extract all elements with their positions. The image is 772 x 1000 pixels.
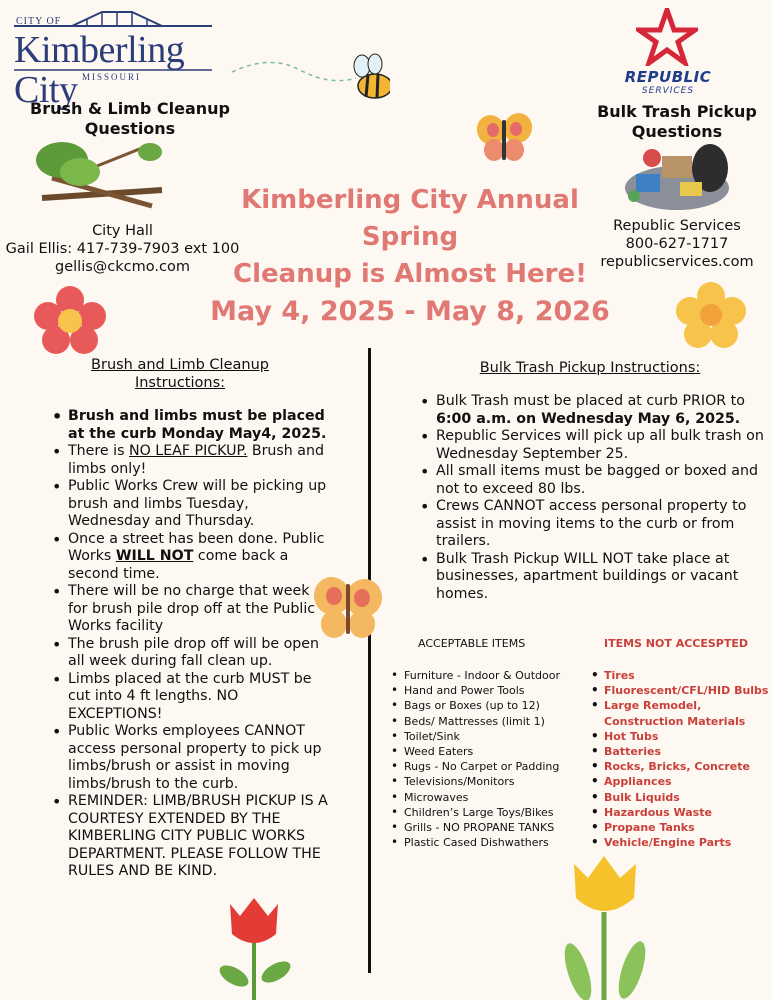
- yellow-tulip-icon: [560, 852, 650, 1000]
- list-item: • The brush pile drop off will be open all week during fall clean up.: [50, 636, 332, 671]
- list-item: • Rocks, Bricks, Concrete: [590, 759, 770, 774]
- list-item: • All small items must be bagged or boxed and not to exceed 80 lbs.: [418, 463, 770, 498]
- brush-instructions-list: [50, 408, 332, 881]
- red-tulip-icon: [214, 892, 294, 1000]
- list-item: • REMINDER: LIMB/BRUSH PICKUP IS A COURTESY EXTENDED BY THE KIMBERLING CITY PUBLIC WORKS DEPARTMENT. PLEASE FOLLOW THE RULES AND BE KIND.: [50, 793, 332, 881]
- list-item: • Vehicle/Engine Parts: [590, 835, 770, 850]
- republic-name: REPUBLIC: [624, 68, 712, 86]
- brush-instructions-heading: Brush and Limb Cleanup Instructions:: [91, 357, 269, 391]
- trash-pile-icon: [622, 138, 732, 210]
- kimberling-city-logo: [12, 8, 217, 111]
- acceptable-items-heading: ACCEPTABLE ITEMS: [418, 637, 526, 650]
- list-item: • Bulk Trash Pickup WILL NOT take place at businesses, apartment buildings or vacant homes.: [418, 551, 770, 604]
- list-item: • Hot Tubs: [590, 729, 770, 744]
- republic-services-logo: [608, 8, 728, 94]
- list-item: • Bulk Liquids: [590, 790, 770, 805]
- yellow-flower-icon: [676, 282, 746, 348]
- column-divider: [368, 348, 371, 973]
- list-item: • Propane Tanks: [590, 820, 770, 835]
- bulk-instructions-heading: Bulk Trash Pickup Instructions:: [479, 360, 701, 376]
- cityhall-contact: [0, 222, 245, 276]
- main-title: [190, 182, 630, 330]
- list-item: • Microwaves: [390, 790, 578, 805]
- list-item: • Republic Services will pick up all bulk trash on Wednesday September 25.: [418, 428, 770, 463]
- list-item: • Public Works Crew will be picking up brush and limbs Tuesday, Wednesday and Thursday.: [50, 478, 332, 531]
- list-item: • Once a street has been done. Public Works WILL NOT come back a second time.: [50, 531, 332, 584]
- butterfly-icon: [310, 574, 386, 644]
- main-title-dates: May 4, 2025 - May 8, 2026: [210, 296, 610, 327]
- republic-sub: SERVICES: [641, 86, 695, 96]
- list-item: • Bulk Trash must be placed at curb PRIOR to 6:00 a.m. on Wednesday May 6, 2025.: [418, 393, 770, 428]
- acceptable-items-list: [390, 668, 578, 850]
- branch-icon: [32, 138, 172, 216]
- list-item: • Brush and limbs must be placed at the curb Monday May4, 2025.: [50, 408, 332, 443]
- list-item: • Grills - NO PROPANE TANKS: [390, 820, 578, 835]
- list-item: • Tires: [590, 668, 770, 683]
- list-item: • Furniture - Indoor & Outdoor: [390, 668, 578, 683]
- list-item: • Appliances: [590, 774, 770, 789]
- list-item: • Hand and Power Tools: [390, 683, 578, 698]
- list-item: • Bags or Boxes (up to 12): [390, 698, 578, 713]
- logo-state: MISSOURI: [82, 72, 142, 82]
- list-item: • Public Works employees CANNOT access personal property to pick up limbs/brush or assist in moving limbs/brush to the curb.: [50, 723, 332, 793]
- list-item: • Weed Eaters: [390, 744, 578, 759]
- republic-label: Republic Services: [613, 218, 741, 234]
- republic-phone: 800-627-1717: [625, 236, 729, 252]
- bee-icon: [230, 52, 390, 104]
- republic-contact: [583, 217, 771, 271]
- list-item: • Toilet/Sink: [390, 729, 578, 744]
- logo-city-of: CITY OF: [16, 16, 62, 27]
- list-item: • Batteries: [590, 744, 770, 759]
- butterfly-icon: [474, 110, 534, 166]
- list-item: • Televisions/Monitors: [390, 774, 578, 789]
- cityhall-phone: Gail Ellis: 417-739-7903 ext 100: [5, 241, 240, 257]
- list-item: • Fluorescent/CFL/HID Bulbs: [590, 683, 770, 698]
- list-item: • Crews CANNOT access personal property to assist in moving items to the curb or from trailers.: [418, 498, 770, 551]
- bulk-questions-heading: Bulk Trash Pickup Questions: [597, 102, 757, 141]
- not-accepted-heading: ITEMS NOT ACCESPTED: [604, 637, 749, 650]
- republic-star-icon: [636, 8, 698, 66]
- main-title-line2: Cleanup is Almost Here!: [233, 259, 587, 289]
- list-item: • Rugs - No Carpet or Padding: [390, 759, 578, 774]
- list-item: • Plastic Cased Dishwathers: [390, 835, 578, 850]
- red-flower-icon: [34, 286, 106, 356]
- logo-name: Kimberling City: [14, 29, 185, 111]
- list-item: • There will be no charge that week for brush pile drop off at the Public Works facility: [50, 583, 332, 636]
- list-item: • Beds/ Mattresses (limit 1): [390, 714, 578, 729]
- main-title-line1: Kimberling City Annual Spring: [241, 185, 579, 252]
- list-item: • Children’s Large Toys/Bikes: [390, 805, 578, 820]
- not-accepted-list: [590, 668, 770, 850]
- cityhall-email: gellis@ckcmo.com: [55, 259, 190, 275]
- cityhall-label: City Hall: [92, 223, 153, 239]
- republic-website: republicservices.com: [600, 254, 754, 270]
- list-item: • Limbs placed at the curb MUST be cut into 4 ft lengths. NO EXCEPTIONS!: [50, 671, 332, 724]
- bulk-instructions-list: [418, 393, 770, 603]
- list-item: • Large Remodel, Construction Materials: [590, 698, 770, 728]
- list-item: • Hazardous Waste: [590, 805, 770, 820]
- list-item: • There is NO LEAF PICKUP. Brush and limbs only!: [50, 443, 332, 478]
- brush-questions-heading: Brush & Limb Cleanup Questions: [30, 99, 230, 138]
